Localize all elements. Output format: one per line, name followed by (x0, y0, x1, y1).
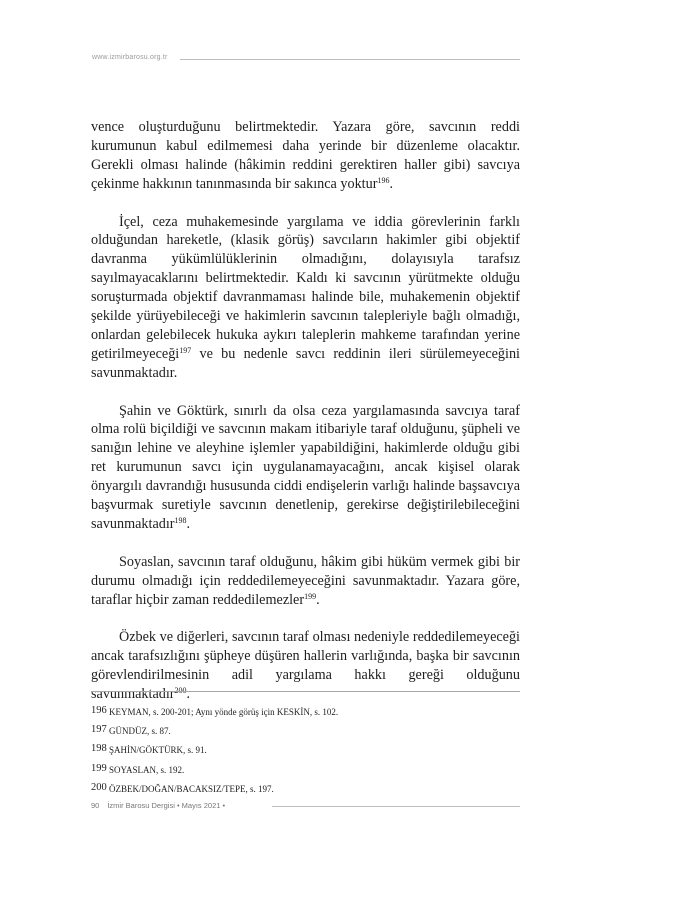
paragraph-tail: . (186, 516, 191, 532)
footnote-item (91, 706, 520, 725)
paragraph-text: vence oluşturduğunu belirtmektedir. Yazara göre, savcının reddi kurumunun kabul edilmemesi daha yerinde bir düzenleme olacaktır. Gerekli olması halinde (hâkimin reddini gerektiren haller gibi) savcıya çekinme hakkının tanınmasında bir sakınca yoktur (91, 119, 520, 192)
footnote-text: ŞAHİN/GÖKTÜRK, s. 91. (109, 745, 207, 756)
header-rule (180, 59, 520, 60)
paragraph-2 (91, 213, 520, 383)
paragraph-3 (91, 402, 520, 534)
paragraph-tail: ve bu nedenle savcı reddinin ileri sürülemeyeceğini savunmaktadır. (91, 345, 520, 381)
footnote-ref: 197 (179, 345, 192, 355)
paragraph-tail: . (389, 175, 393, 192)
paragraph-text: Soyaslan, savcının taraf olduğunu, hâkim gibi hüküm vermek gibi bir durumu olmadığı için reddedilemeyeceğini savunmaktadır. Yazara göre, taraflar hiçbir zaman reddedilemezler (91, 553, 520, 608)
footnote-ref: 200 (174, 686, 187, 696)
paragraph-tail: . (186, 686, 191, 703)
footnote-ref: 199 (304, 591, 317, 601)
footnote-item (91, 744, 520, 763)
footnote-number: 196 (91, 705, 107, 716)
paragraph-4 (91, 553, 520, 610)
footer-rule (272, 806, 520, 807)
footnote-text: KEYMAN, s. 200-201; Aynı yönde görüş için KESKİN, s. 102. (109, 707, 339, 717)
footnote-number: 200 (91, 781, 107, 793)
footnote-number: 199 (91, 762, 107, 774)
footnote-ref: 198 (174, 516, 187, 525)
footnote-text: GÜNDÜZ, s. 87. (109, 726, 171, 737)
paragraph-text: Şahin ve Göktürk, sınırlı da olsa ceza yargılamasında savcıya taraf olma rolü biçildiği ve savcının makam itibariyle taraf olduğunu, şüpheli ve sanığın lehine ve aleyhine işlemler yapabildiğini, hakimlerde olduğu gibi ret kurumunun savcı için uygulanamayacağını, ancak kişisel olarak önyargılı davrandığı hususunda ciddi endişelerin varlığı halinde başsavcıya başvurmak suretiyle savcının denetlenip, gerekirse değiştirilebileceğini savunmaktadır (91, 402, 520, 532)
header-url: www.izmirbarosu.org.tr (92, 54, 168, 61)
footnote-item (91, 725, 520, 744)
page-number: 90 (91, 801, 100, 810)
footnote-number: 198 (91, 743, 107, 755)
footnote-item (91, 783, 520, 802)
page-footer (91, 801, 225, 810)
footnote-text: SOYASLAN, s. 192. (109, 764, 185, 775)
paragraph-5 (91, 628, 520, 704)
journal-title: İzmir Barosu Dergisi • Mayıs 2021 • (107, 801, 226, 810)
footnote-text: ÖZBEK/DOĞAN/BACAKSIZ/TEPE, s. 197. (109, 783, 274, 794)
paragraph-tail: . (316, 591, 320, 608)
footnote-separator (91, 691, 520, 692)
paragraph-text: Özbek ve diğerleri, savcının taraf olması nedeniyle reddedilemeyeceği ancak tarafsızlığını şüpheye düşüren hallerin varlığında, başka bir savcının görevlendirilmesinin adil yargılama hakkı gereği olduğunu savunmaktadır (91, 629, 520, 703)
body-text (91, 118, 520, 723)
paragraph-text: İçel, ceza muhakemesinde yargılama ve iddia görevlerinin farklı olduğundan hareketle, (klasik görüş) savcıların hakimler gibi objektif davranma yükümlülüklerinin olmadığını, dolayısıyla tarafsız sayılmayacaklarını belirtmektedir. Kaldı ki savcının yürütmekte olduğu soruşturmada objektif davranmaması halinde bile, muhakemenin objektif şekilde yürüyebileceği ve hakimlerin savcının talepleriyle bağlı olmadığı, onlardan gelebilecek hukuka aykırı taleplerin mahkeme tarafından yerine getirilmeyeceği (91, 213, 520, 362)
footnote-number: 197 (91, 724, 107, 736)
footnote-item (91, 764, 520, 783)
footnote-ref: 196 (377, 175, 390, 185)
paragraph-1 (91, 118, 520, 194)
footnotes (91, 706, 520, 802)
